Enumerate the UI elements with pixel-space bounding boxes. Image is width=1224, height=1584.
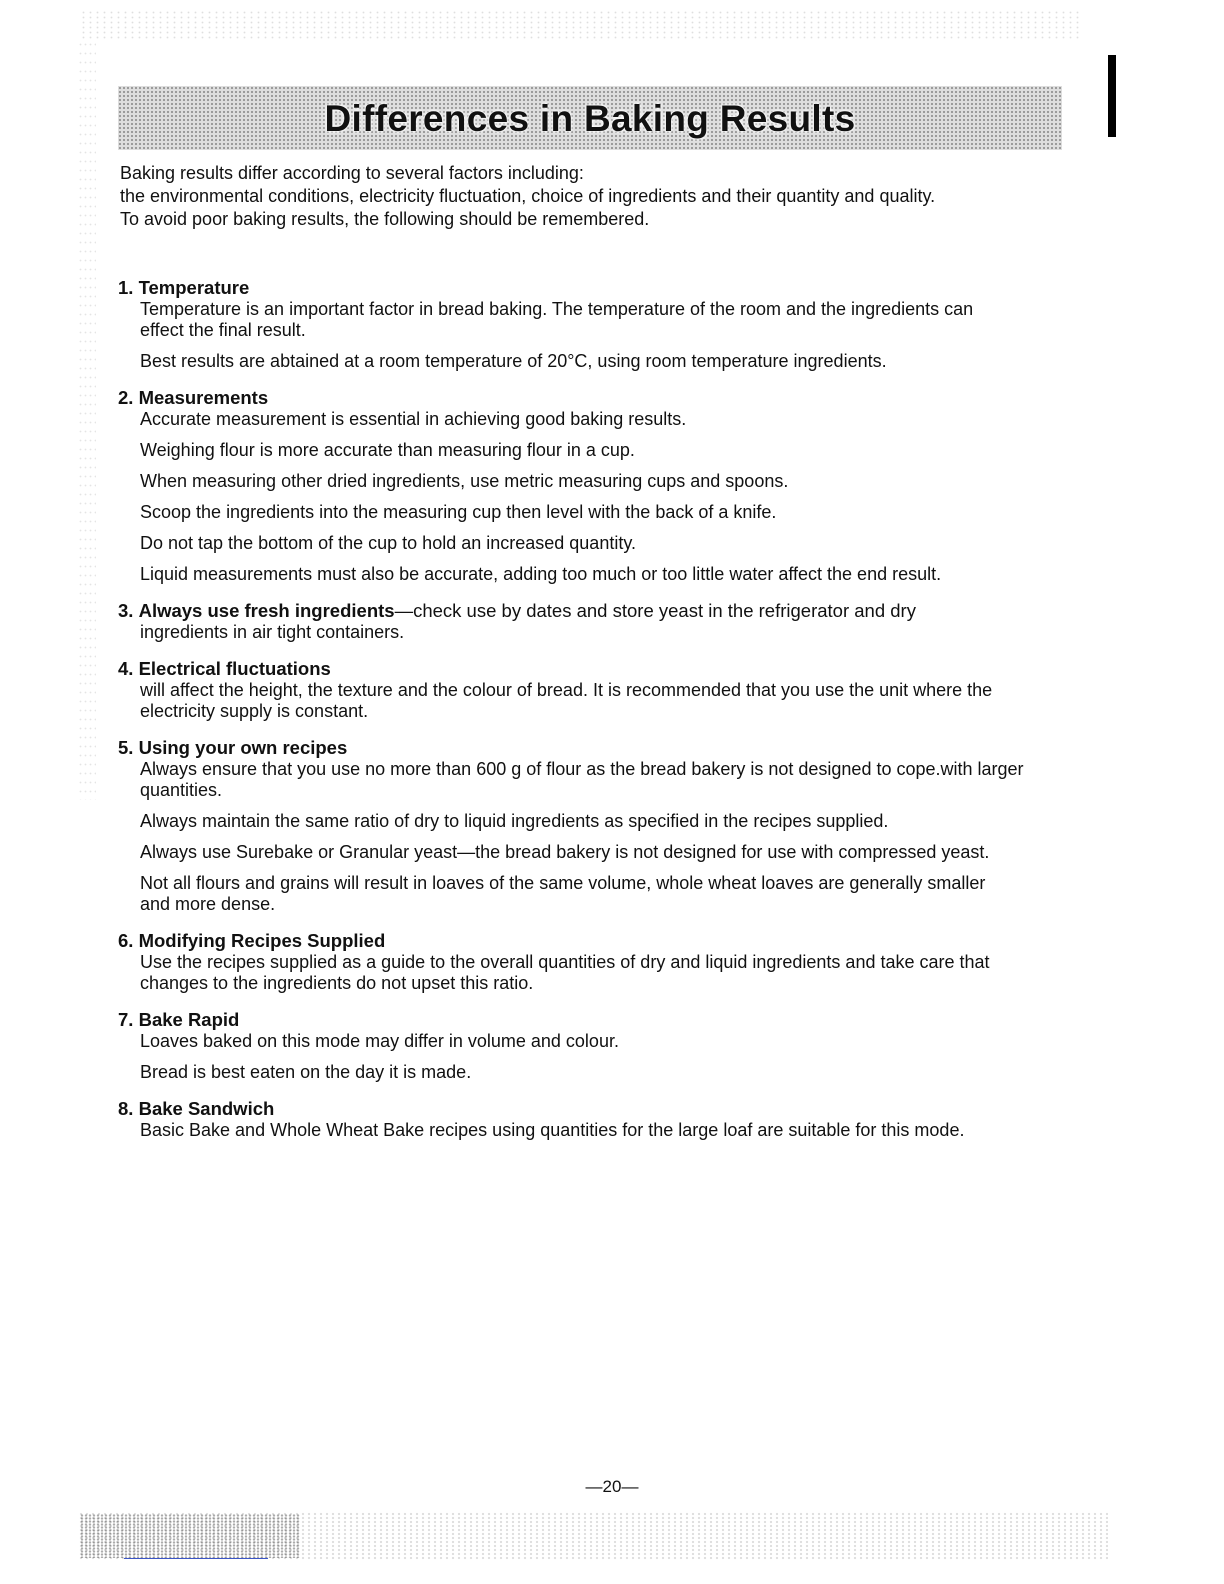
section-own-recipes [118,736,1068,915]
section-paragraph: Basic Bake and Whole Wheat Bake recipes using quantities for the large loaf are suitable for this mode. [140,1120,965,1140]
section-heading [118,386,1068,409]
side-edge-mark [1108,55,1116,137]
section-number: 6. [118,930,134,951]
section-number: 1. [118,277,134,298]
section-list [118,276,1068,1155]
section-modifying-recipes [118,929,1068,994]
section-paragraph: Accurate measurement is essential in achieving good baking results. [140,409,687,429]
section-temperature [118,276,1068,372]
section-paragraph: Scoop the ingredients into the measuring cup then level with the back of a knife. [140,502,777,522]
section-title: Always use fresh ingredients [138,600,395,621]
section-paragraph: ingredients in air tight containers. [140,622,405,642]
section-heading [118,276,1068,299]
section-title: Temperature [138,277,250,298]
section-inline-text: —check use by dates and store yeast in the refrigerator and dry [394,600,916,621]
section-electrical-fluctuations [118,657,1068,722]
section-number: 2. [118,387,134,408]
section-paragraph: Do not tap the bottom of the cup to hold an increased quantity. [140,533,636,553]
section-title: Modifying Recipes Supplied [138,930,386,951]
section-title: Bake Rapid [138,1009,240,1030]
section-heading [118,929,1068,952]
section-number: 8. [118,1098,134,1119]
section-title: Measurements [138,387,269,408]
scan-blot [80,1514,300,1558]
section-heading [118,599,1068,622]
section-paragraph: Use the recipes supplied as a guide to the overall quantities of dry and liquid ingredients and take care that changes to the ingredients do not upset this ratio. [140,952,990,993]
section-number: 3. [118,600,134,621]
section-fresh-ingredients [118,599,1068,643]
section-paragraph: Not all flours and grains will result in loaves of the same volume, whole wheat loaves are generally smaller and more dense. [140,873,986,914]
section-heading [118,736,1068,759]
section-number: 5. [118,737,134,758]
section-heading [118,657,1068,680]
scan-noise-top [80,10,1080,40]
section-title: Using your own recipes [138,737,348,758]
section-paragraph: Liquid measurements must also be accurate, adding too much or too little water affect the end result. [140,564,942,584]
section-paragraph: Always maintain the same ratio of dry to liquid ingredients as specified in the recipes supplied. [140,811,889,831]
section-paragraph: Weighing flour is more accurate than measuring flour in a cup. [140,440,635,460]
section-heading [118,1097,1068,1120]
section-bake-rapid [118,1008,1068,1083]
section-paragraph: Temperature is an important factor in bread baking. The temperature of the room and the ingredients can effect the final result. [140,299,974,340]
section-paragraph: Always use Surebake or Granular yeast—the bread bakery is not designed for use with compressed yeast. [140,842,990,862]
intro-line: To avoid poor baking results, the following should be remembered. [120,209,650,229]
section-number: 7. [118,1009,134,1030]
section-title: Bake Sandwich [138,1098,275,1119]
section-bake-sandwich [118,1097,1068,1141]
intro-text [120,162,1060,231]
section-paragraph: When measuring other dried ingredients, use metric measuring cups and spoons. [140,471,789,491]
section-number: 4. [118,658,134,679]
section-paragraph: Always ensure that you use no more than 600 g of flour as the bread bakery is not designed to cope.with larger quantities. [140,759,1024,800]
page-number: —20— [585,1477,639,1496]
section-paragraph: Bread is best eaten on the day it is made. [140,1062,472,1082]
section-measurements [118,386,1068,585]
bottom-rule [124,1558,268,1559]
section-title: Electrical fluctuations [138,658,331,679]
intro-line: Baking results differ according to several factors including: [120,163,584,183]
section-paragraph: will affect the height, the texture and the colour of bread. It is recommended that you use the unit where the electricity supply is constant. [140,680,993,721]
section-heading [118,1008,1068,1031]
title-banner [118,86,1062,150]
intro-line: the environmental conditions, electricity fluctuation, choice of ingredients and their quantity and quality. [120,186,936,206]
scan-noise-left [78,40,96,800]
section-paragraph: Loaves baked on this mode may differ in volume and colour. [140,1031,619,1051]
page-title: Differences in Baking Results [324,98,856,139]
section-paragraph: Best results are abtained at a room temperature of 20°C, using room temperature ingredients. [140,351,887,371]
